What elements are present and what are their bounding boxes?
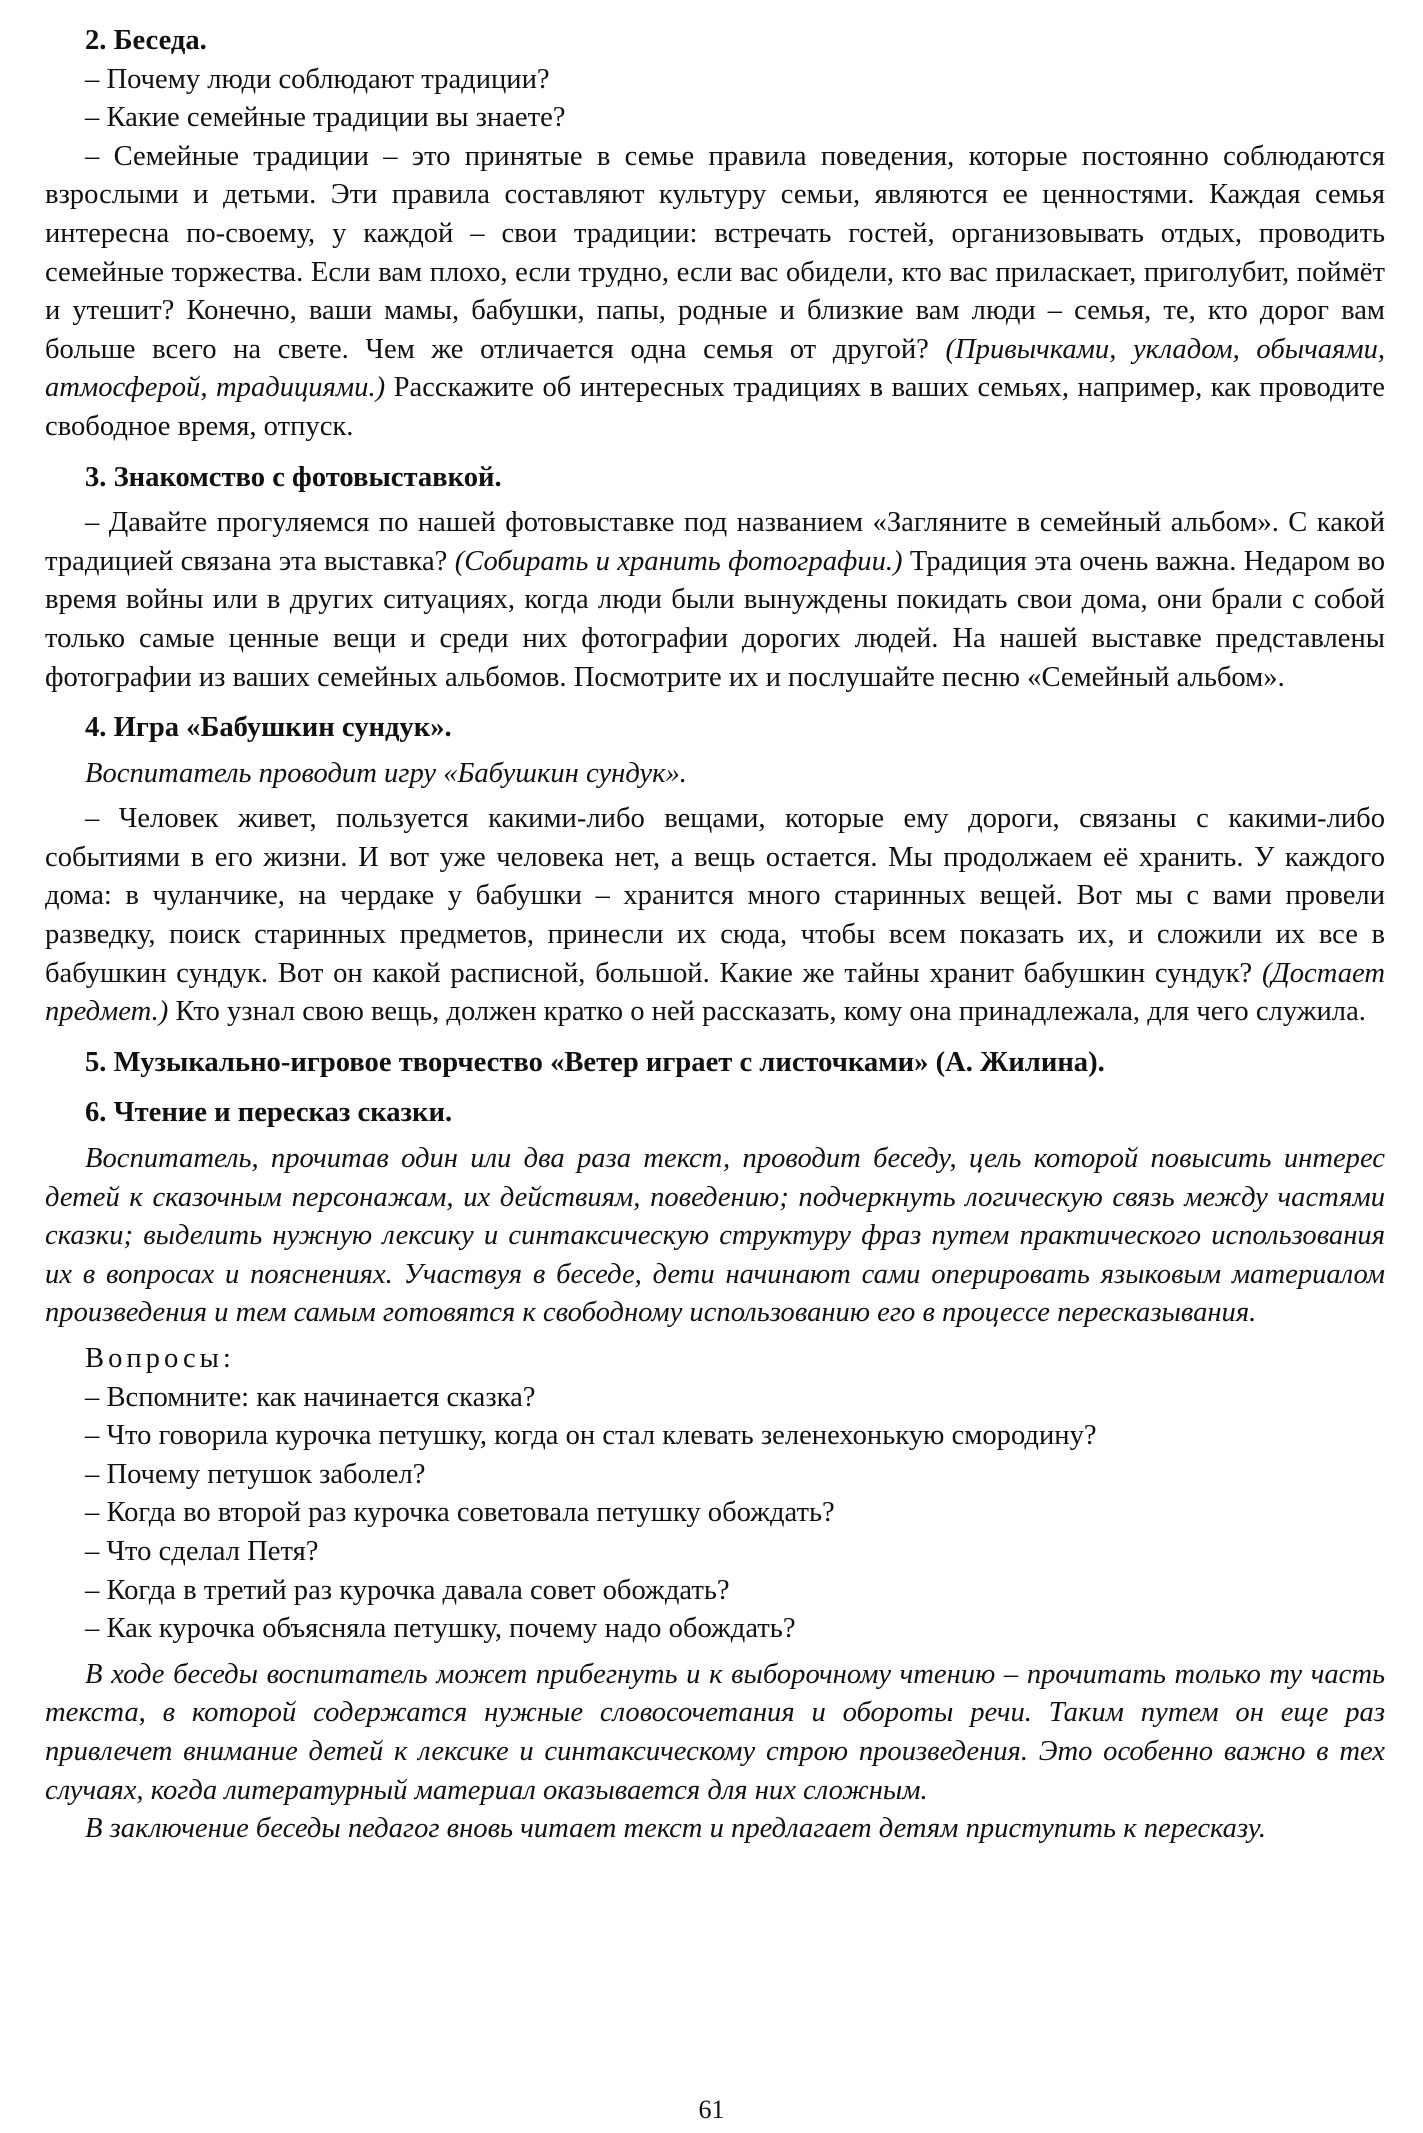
paragraph-italic-answer: (Привычками, укладом, обычаями, атмосферой, традициями.) <box>45 333 1386 404</box>
question-item: – Что говорила курочка петушку, когда он стал клевать зеленехонькую смородину? <box>85 1420 1097 1452</box>
paragraph-text: Кто узнал свою вещь, должен кратко о ней рассказать, кому она принадлежала, для чего служила. <box>175 996 1366 1028</box>
paragraph-text: Расскажите об интересных традициях в ваших семьях, например, как проводите свободное время, отпуск. <box>45 372 1385 442</box>
question-item: – Когда в третий раз курочка давала совет обождать? <box>85 1574 730 1606</box>
section-heading-reading: 6. Чтение и пересказ сказки. <box>85 1097 453 1129</box>
paragraph-text: – Семейные традиции – это принятые в семье правила поведения, которые постоянно соблюдаются взрослыми и детьми. Эти правила составляют культуру семьи, являются ее ценностями. Каждая семья интересна по-своему, у каждой – свои традиции: встречать гостей, организовывать отдых, проводить семейные торжества. Если вам плохо, если трудно, если вас обидели, кто вас приласкает, приголубит, поймёт и утешит? Конечно, ваши мамы, бабушки, папы, родные и близкие вам люди – семья, те, кто дорог вам больше всего на свете. Чем же отличается одна семья от другой? <box>45 140 1385 365</box>
question-item: – Вспомните: как начинается сказка? <box>85 1381 536 1413</box>
section-heading-conversation: 2. Беседа. <box>85 25 207 56</box>
question-item: – Что сделал Петя? <box>85 1535 319 1567</box>
page-number: 61 <box>698 2095 725 2124</box>
paragraph-text: – Человек живет, пользуется какими-либо вещами, которые ему дороги, связаны с какими-либо событиями в его жизни. И вот уже человека нет, а вещь остается. Мы продолжаем её хранить. У каждого дома: в чуланчике, на чердаке у бабушки – хранится много старинных вещей. Вот мы с вами провели разведку, поиск старинных предметов, принесли их сюда, чтобы всем показать их, и сложили их все в бабушкин сундук. Вот он какой расписной, большой. Какие же тайны хранит бабушкин сундук? <box>45 803 1385 989</box>
question-item: – Как курочка объясняла петушку, почему надо обождать? <box>85 1613 796 1645</box>
paragraph-italic-answer: (Достает предмет.) <box>45 957 1385 1028</box>
closing-note: В ходе беседы воспитатель может прибегнуть и к выборочному чтению – прочитать только ту часть текста, в которой содержатся нужные словосочетания и обороты речи. Таким путем он еще раз привлечет внимание детей к лексике и синтаксическому строю произведения. Это особенно важно в тех случаях, когда литературный материал оказывается для них сложным. <box>45 1658 1385 1806</box>
paragraph-text: Традиция эта очень важна. Недаром во время войны или в других ситуациях, когда люди были вынуждены покидать свои дома, они брали с собой только самые ценные вещи и среди них фотографии дорогих людей. На нашей выставке представлены фотографии из ваших семейных альбомов. Посмотрите их и послушайте песню «Семейный альбом». <box>45 545 1386 693</box>
paragraph-italic-answer: (Собирать и хранить фотографии.) <box>454 545 903 577</box>
questions-label: Вопросы: <box>85 1343 235 1374</box>
page-content <box>45 22 1385 1849</box>
closing-note: В заключение беседы педагог вновь читает текст и предлагает детям приступить к пересказу. <box>85 1813 1266 1845</box>
teacher-note-reading: Воспитатель, прочитав один или два раза текст, проводит беседу, цель которой повысить интерес детей к сказочным персонажам, их действиям, поведению; подчеркнуть логическую связь между частями сказки; выделить нужную лексику и синтаксическую структуру фраз путем практического использования их в вопросах и пояснениях. Участвуя в беседе, дети начинают сами оперировать языковым материалом произведения и тем самым готовятся к свободному использованию его в процессе пересказывания. <box>45 1143 1385 1329</box>
question-line: – Почему люди соблюдают традиции? <box>85 63 550 95</box>
section-heading-music-game: 5. Музыкально-игровое творчество «Ветер играет с листочками» (А. Жилина). <box>85 1046 1105 1078</box>
paragraph-grandma-chest <box>45 800 1385 1032</box>
paragraph-photo-exhibition <box>45 504 1385 697</box>
paragraph-family-traditions <box>45 138 1385 447</box>
question-item: – Когда во второй раз курочка советовала петушку обождать? <box>85 1497 835 1529</box>
question-item: – Почему петушок заболел? <box>85 1458 426 1490</box>
section-heading-grandma-chest: 4. Игра «Бабушкин сундук». <box>85 712 452 744</box>
teacher-note: Воспитатель проводит игру «Бабушкин сундук». <box>85 757 687 789</box>
question-line: – Какие семейные традиции вы знаете? <box>85 102 566 134</box>
paragraph-text: – Давайте прогуляемся по нашей фотовыставке под названием «Загляните в семейный альбом». С какой традицией связана эта выставка? <box>45 507 1385 577</box>
section-heading-photo-exhibition: 3. Знакомство с фотовыставкой. <box>85 461 502 493</box>
